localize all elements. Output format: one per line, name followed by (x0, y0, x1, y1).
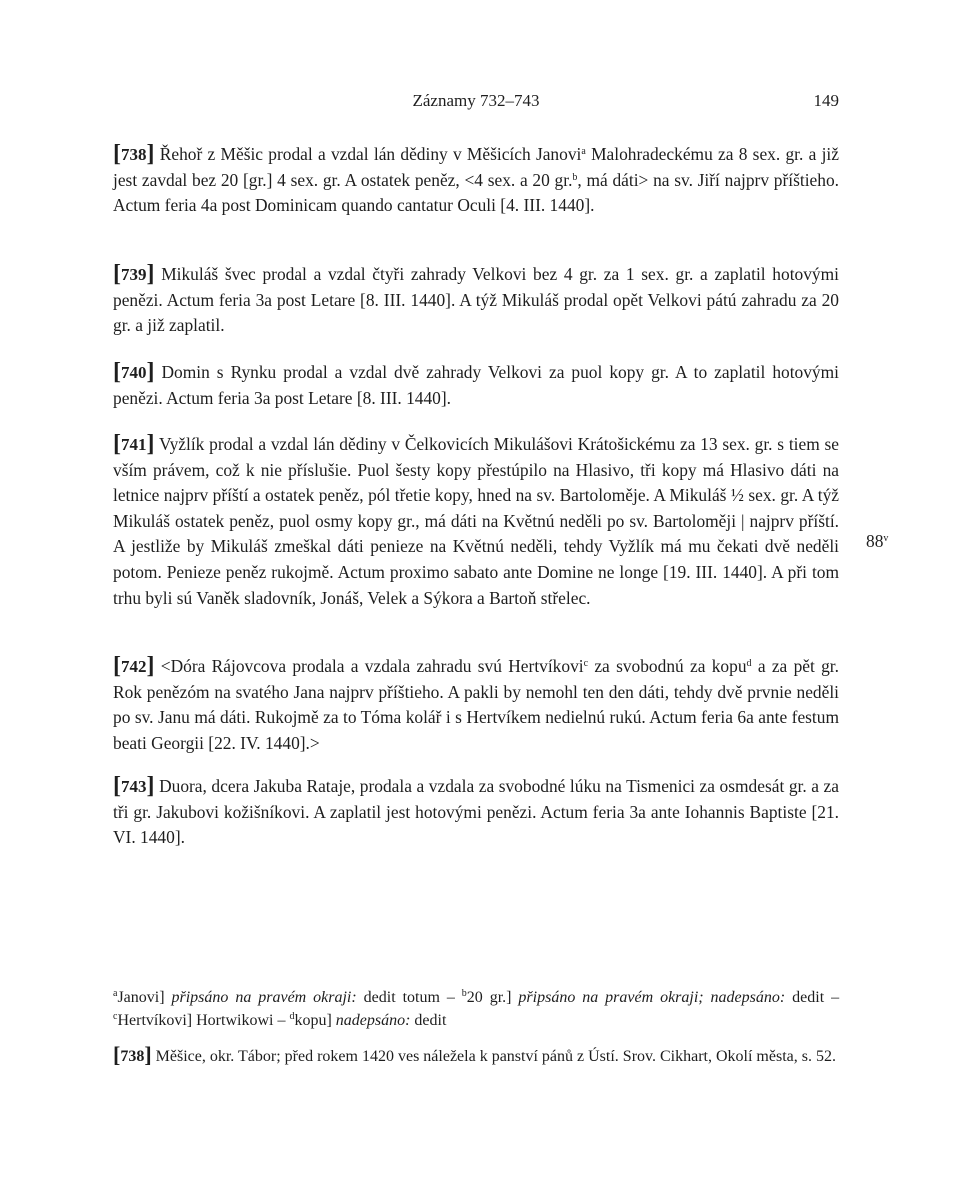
commentary-number: 738 (120, 1048, 145, 1065)
footnote-ref: d (746, 658, 752, 669)
entry-text: Mikuláš švec prodal a vzdal čtyři zahrady Velkovi bez 4 gr. za 1 sex. gr. a zaplatil hotovými penězi. Actum feria 3a post Letare [8. III. 1440]. A týž Mikuláš prodal opět Velkovi pátú zahradu za 20 gr. a již zaplatil. (113, 264, 839, 336)
entry-number: 740 (121, 363, 147, 382)
entry-739: [739] Mikuláš švec prodal a vzdal čtyři zahrady Velkovi bez 4 gr. za 1 sex. gr. a zaplatil hotovými penězi. Actum feria 3a post Letare [8. III. 1440]. A týž Mikuláš prodal opět Velkovi pátú zahradu za 20 gr. a již zaplatil. (113, 261, 839, 336)
entry-text: Duora, dcera Jakuba Rataje, prodala a vzdala za svobodné lúku na Tismenici za osmdesát gr. a za tři gr. Jakubovi kožišníkovi. A zaplatil jest hotovými penězi. Actum feria 3a ante Iohannis Baptiste [21. VI. 1440]. (113, 776, 839, 848)
entry-742: [742] <Dóra Rájovcova prodala a vzdala zahradu svú Hertvíkovi$^c$ za svobodnú za kopu$^d$ a za pět gr. Rok penězóm na svatého Jana najprv příštieho. A pakli by nemohl ten den dáti, tehdy dvě prvnie neděli po sv. Janu má dáti. Rukojmě za to Tóma kolář i s Hertvíkem nedielnú rukú. Actum feria 6a ante festum beati Georgii [22. IV. 1440].> (113, 653, 839, 753)
footnote-ref: c (583, 658, 589, 669)
entry-number: 739 (121, 265, 147, 284)
entry-738: [738] Řehoř z Měšic prodal a vzdal lán dědiny v Měšicích Janovi$^a$ Malohradeckému za 8 sex. gr. a již jest zavdal bez 20 [gr.] 4 sex. gr. A ostatek peněz, <4 sex. a 20 gr.$^b$, má dáti> na sv. Jiří najprv příštieho. Actum feria 4a post Dominicam quando cantatur Oculi [4. III. 1440]. (113, 141, 839, 216)
entry-741: [741] Vyžlík prodal a vzdal lán dědiny v Čelkovicích Mikulášovi Krátošickému za 13 sex. gr. s tiem se vším právem, což k nie příslušie. Puol šesty kopy přestúpilo na Hlasivo, tři kopy má Hlasivo dáti na letnice najprv příští a ostatek peněz, pól třetie kopy, hned na sv. Bartoloměje. A Mikuláš ½ sex. gr. A týž Mikuláš ostatek peněz, puol osmy kopy gr., má dáti na Květnú neděli po sv. Bartoloměji | najprv příští. A jestliže by Mikuláš zmeškal dáti penieze na Květnú neděli, tehdy Vyžlík má mu čekati dvě neděli potom. Penieze peněz rukojmě. Actum proximo sabato ante Domine ne longe [19. III. 1440]. A při tom trhu byli sú Vaněk sladovník, Jonáš, Velek a Sýkora a Bartoň střelec. (113, 431, 839, 608)
running-title: Záznamy 732–743 (412, 91, 540, 110)
footnote-ref: b (572, 171, 578, 183)
entry-number: 738 (121, 145, 147, 164)
entry-text: Vyžlík prodal a vzdal lán dědiny v Čelkovicích Mikulášovi Krátošickému za 13 sex. gr. s tiem se vším právem, což k nie příslušie. Puol šesty kopy přestúpilo na Hlasivo, tři kopy má Hlasivo dáti na letnice najprv příští a ostatek peněz, pól třetie kopy, hned na sv. Bartoloměje. A Mikuláš ½ sex. gr. A týž Mikuláš ostatek peněz, puol osmy kopy gr., má dáti na Květnú neděli po sv. Bartoloměji | najprv příští. A jestliže by Mikuláš zmeškal dáti penieze na Květnú neděli, tehdy Vyžlík má mu čekati dvě neděli potom. Penieze peněz rukojmě. Actum proximo sabato ante Domine ne longe [19. III. 1440]. A při tom trhu byli sú Vaněk sladovník, Jonáš, Velek a Sýkora a Bartoň střelec. (113, 434, 839, 608)
footnotes: $^a$Janovi] připsáno na pravém okraji: dedit totum – $^b$20 gr.] připsáno na pravém okraji; nadepsáno: dedit – $^c$Hertvíkovi] Hortwikowi – $^d$kopu] nadepsáno: dedit (113, 988, 840, 1029)
entry-number: 741 (121, 435, 147, 454)
commentary-738: [738] Měšice, okr. Tábor; před rokem 1420 ves náležela k panství pánů z Ústí. Srov. Cikhart, Okolí města, s. 52. (113, 1042, 836, 1067)
commentary-text: Měšice, okr. Tábor; před rokem 1420 ves náležela k panství pánů z Ústí. Srov. Cikhart, Okolí města, s. 52. (155, 1048, 836, 1065)
footnote-ref: a (581, 146, 586, 157)
entry-number: 743 (121, 777, 147, 796)
page-number: 149 (813, 91, 839, 110)
entry-number: 742 (121, 657, 147, 676)
entry-text: Domin s Rynku prodal a vzdal dvě zahrady Velkovi za puol kopy gr. A to zaplatil hotovými penězi. Actum feria 3a post Letare [8. III. 1440]. (113, 362, 839, 408)
entry-743: [743] Duora, dcera Jakuba Rataje, prodala a vzdala za svobodné lúku na Tismenici za osmdesát gr. a za tři gr. Jakubovi kožišníkovi. A zaplatil jest hotovými penězi. Actum feria 3a ante Iohannis Baptiste [21. VI. 1440]. (113, 773, 839, 848)
entry-740: [740] Domin s Rynku prodal a vzdal dvě zahrady Velkovi za puol kopy gr. A to zaplatil hotovými penězi. Actum feria 3a post Letare [8. III. 1440]. (113, 359, 839, 408)
folio-margin-note: 88$^v$ (866, 531, 889, 551)
running-header (113, 91, 839, 115)
